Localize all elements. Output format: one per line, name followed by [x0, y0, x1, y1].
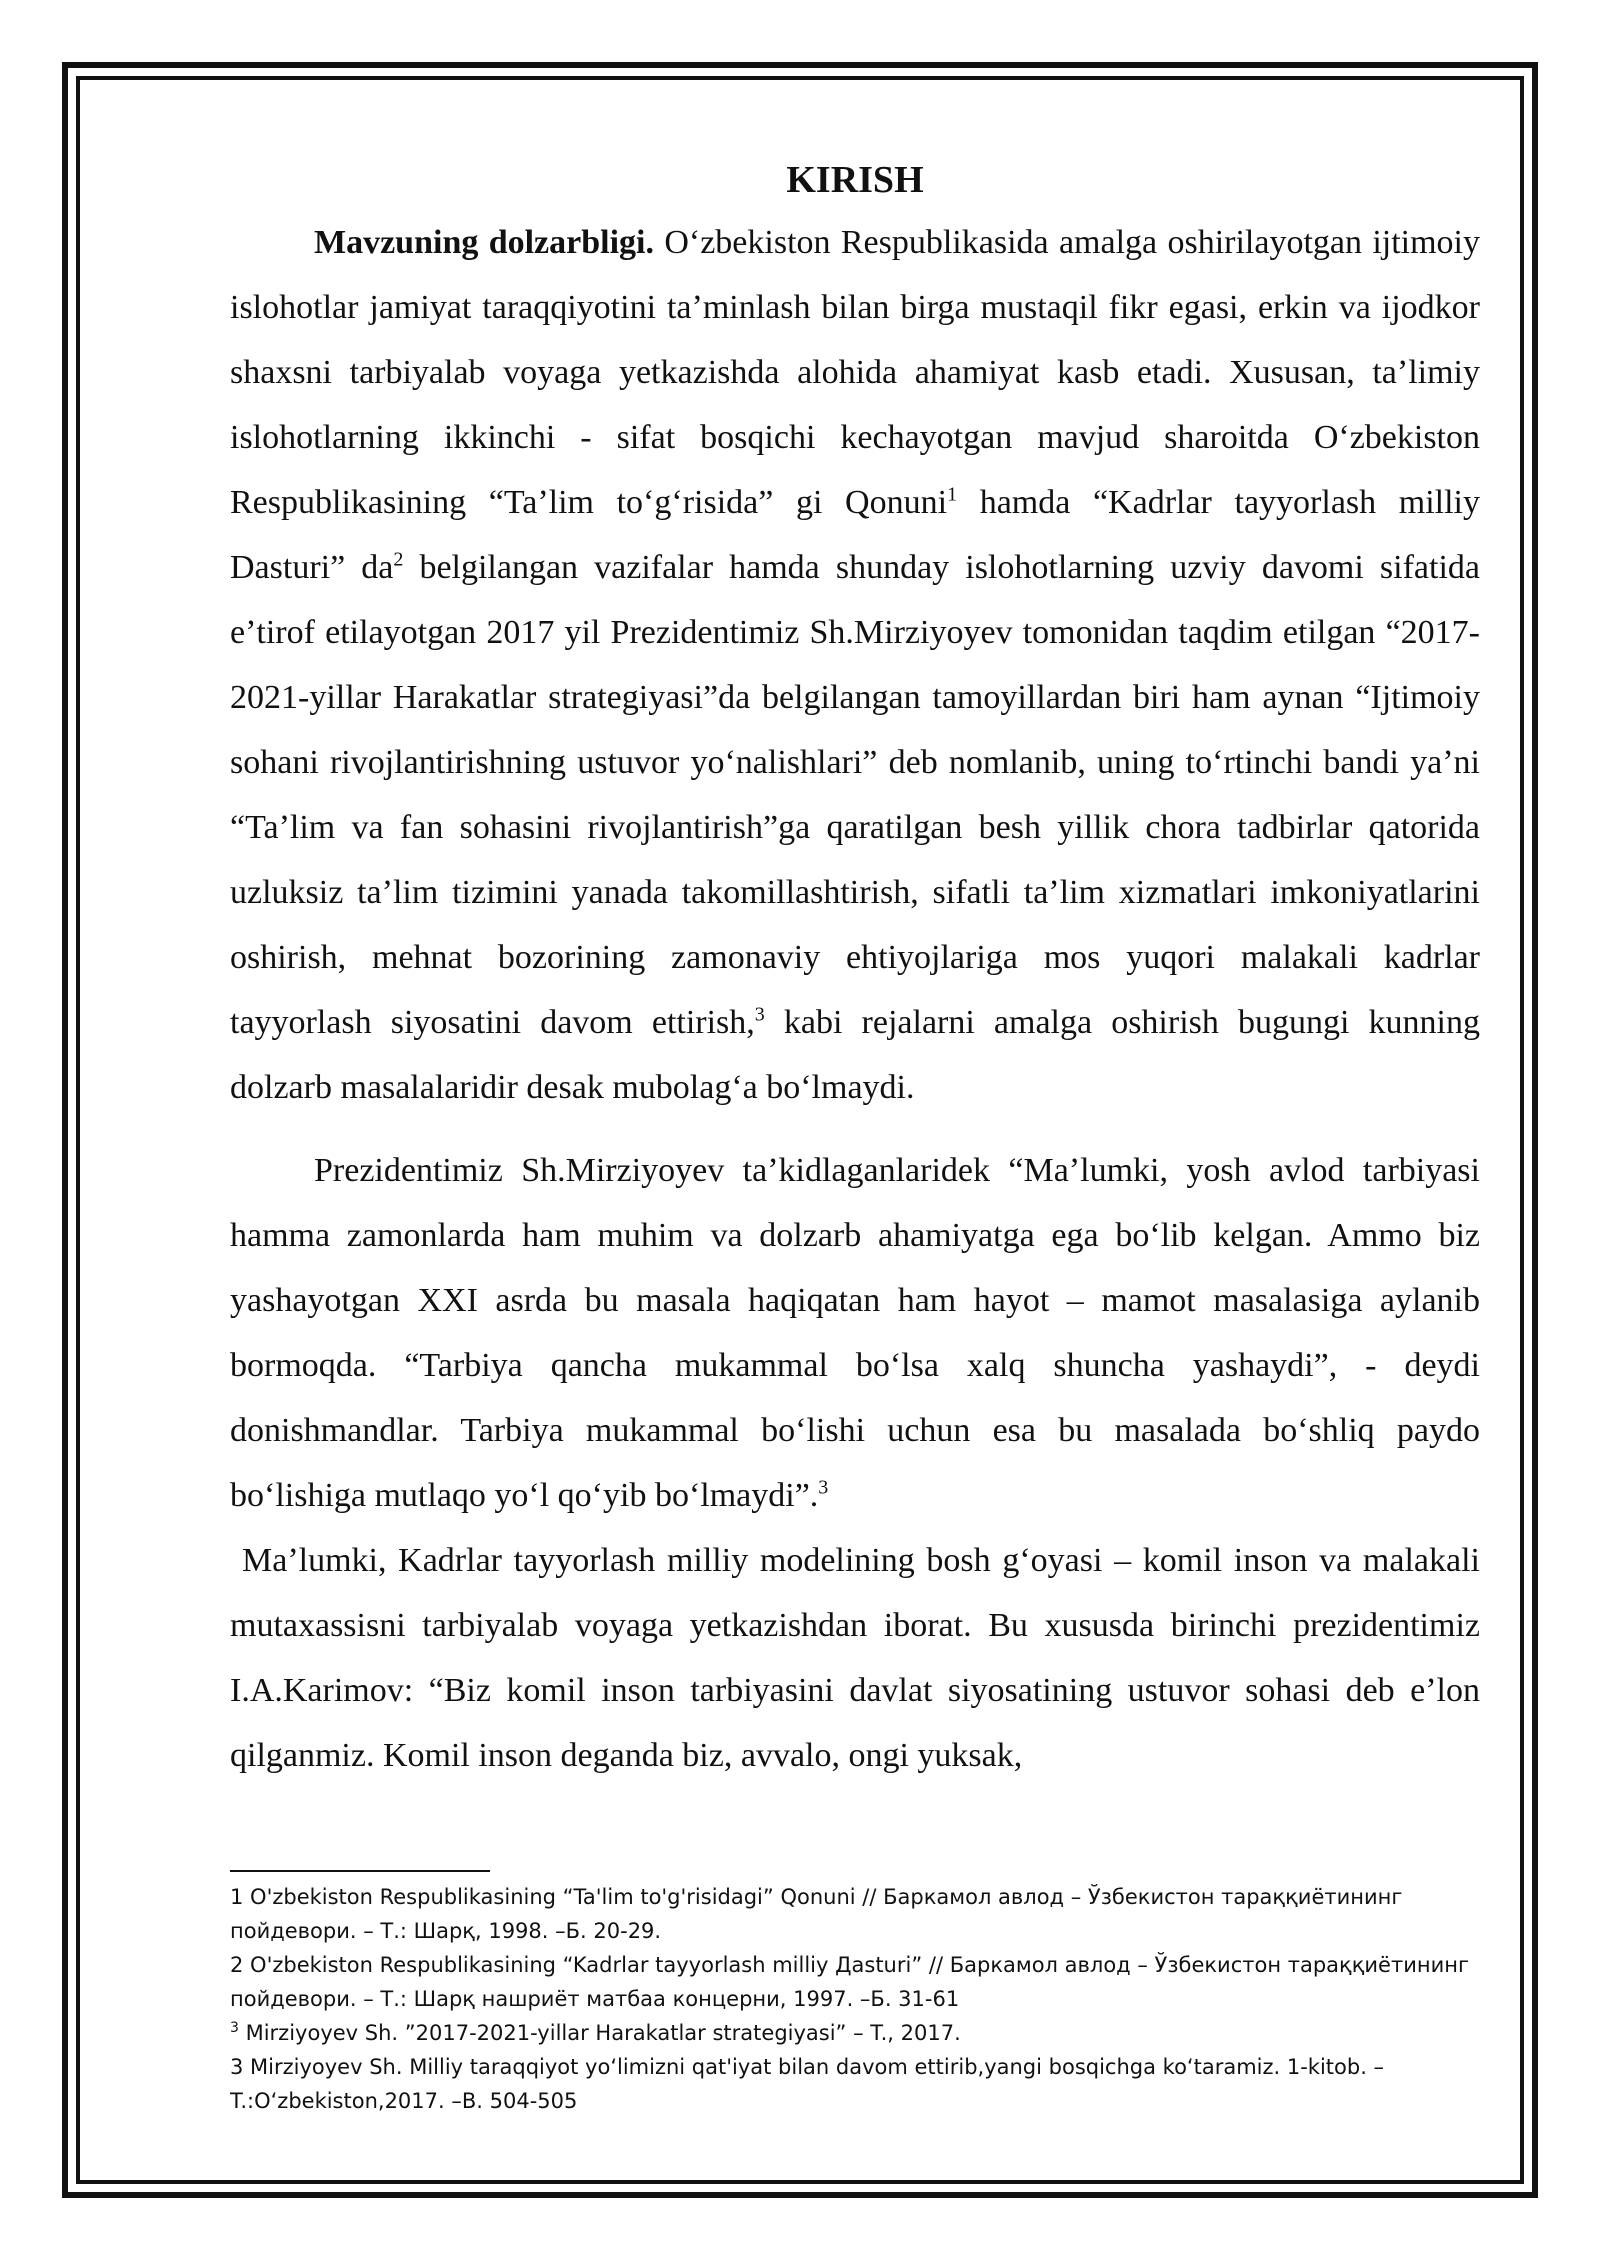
- paragraph-text: Oʻzbekiston Respublikasida amalga oshirilayotgan ijtimoiy islohotlar jamiyat taraqqiyotini taʼminlash bilan birga mustaqil fikr egasi, erkin va ijodkor shaxsni tarbiyalab voyaga yetkazishda alohida ahamiyat kasb etadi. Xususan, taʼlimiy islohotlarning ikkinchi - sifat bosqichi kechayotgan mavjud sharoitda Oʻzbekiston Respublikasining “Taʼlim toʻgʻrisida” gi Qonuni: [230, 224, 1480, 521]
- footnote-3a: [230, 2016, 1480, 2050]
- footnote-ref[interactable]: 3: [754, 1003, 765, 1026]
- paragraph-text: hamda “Kadrlar tayyorlash milliy Dasturi” da: [230, 484, 1481, 586]
- paragraph-text: kabi rejalarni amalga oshirish bugungi kunning dolzarb masalalaridir desak mubolagʻa boʻlmaydi.: [230, 1004, 1480, 1106]
- footnote-2: 2 O'zbekiston Respublikasining “Kadrlar tayyorlash milliy Дasturi” // Баркамол авлод – Ўзбекистон тараққиётининг пойдевори. – Т.: Шарқ нашриёт матбаа концерни, 1997. –Б. 31-61: [230, 1953, 1469, 2011]
- footnote-number: 3: [230, 2020, 239, 2036]
- paragraph-president-quote: [230, 1138, 1480, 1528]
- footnote-ref[interactable]: 3: [818, 1476, 829, 1499]
- page-title: KIRISH: [786, 159, 924, 201]
- paragraph-relevance: [230, 210, 1480, 1120]
- footnote-ref[interactable]: 2: [393, 548, 404, 571]
- paragraph-text: belgilangan vazifalar hamda shunday islohotlarning uzviy davomi sifatida eʼtirof etilayotgan 2017 yil Prezidentimiz Sh.Mirziyoyev tomonidan taqdim etilgan “2017-2021-yillar Harakatlar strategiyasi”da belgilangan tamoyillardan biri ham aynan “Ijtimoiy sohani rivojlantirishning ustuvor yoʻnalishlari” deb nomlanib, uning toʻrtinchi bandi yaʼni “Taʼlim va fan sohasini rivojlantirish”ga qaratilgan besh yillik chora tadbirlar qatorida uzluksiz taʼlim tizimini yanada takomillashtirish, sifatli taʼlim xizmatlari imkoniyatlarini oshirish, mehnat bozorining zamonaviy ehtiyojlariga mos yuqori malakali kadrlar tayyorlash siyosatini davom ettirish,: [230, 549, 1480, 1041]
- footnote-ref[interactable]: 1: [947, 483, 958, 506]
- paragraph-national-model: [230, 1528, 1480, 1788]
- relevance-heading: Mavzuning dolzarbligi.: [314, 224, 654, 261]
- paragraph-text: Maʼlumki, Kadrlar tayyorlash milliy modelining bosh gʻoyasi – komil inson va malakali mutaxassisni tarbiyalab voyaga yetkazishdan iborat. Bu xususda birinchi prezidentimiz I.A.Karimov: “Biz komil inson tarbiyasini davlat siyosatining ustuvor sohasi deb eʼlon qilganmiz. Komil inson deganda biz, avvalo, ongi yuksak,: [230, 1542, 1480, 1774]
- footnote-separator: [230, 1870, 490, 1872]
- footnote-1: 1 O'zbekiston Respublikasining “Ta'lim to'g'risidagi” Qonuni // Баркамол авлод – Ўзбекистон тараққиётининг пойдевори. – Т.: Шарқ, 1998. –Б. 20-29.: [230, 1885, 1403, 1943]
- footnote-3b: 3 Mirziyoyev Sh. Milliy taraqqiyot yoʻlimizni qat'iyat bilan davom ettirib,yangi bosqichga koʻtaramiz. 1-kitob. – T.:Oʻzbekiston,2017. –B. 504-505: [230, 2055, 1385, 2113]
- footnote-text: Mirziyoyev Sh. ”2017-2021-yillar Harakatlar strategiyasi” – T., 2017.: [238, 2021, 961, 2045]
- document-body: [230, 150, 1480, 1788]
- footnotes: [230, 1870, 1480, 2118]
- paragraph-text: Prezidentimiz Sh.Mirziyoyev taʼkidlaganlaridek “Maʼlumki, yosh avlod tarbiyasi hamma zamonlarda ham muhim va dolzarb ahamiyatga ega boʻlib kelgan. Ammo biz yashayotgan XXI asrda bu masala haqiqatan ham hayot – mamot masalasiga aylanib bormoqda. “Tarbiya qancha mukammal boʻlsa xalq shuncha yashaydi”, - deydi donishmandlar. Tarbiya mukammal boʻlishi uchun esa bu masalada boʻshliq paydo boʻlishiga mutlaqo yoʻl qoʻyib boʻlmaydi”.: [230, 1152, 1480, 1514]
